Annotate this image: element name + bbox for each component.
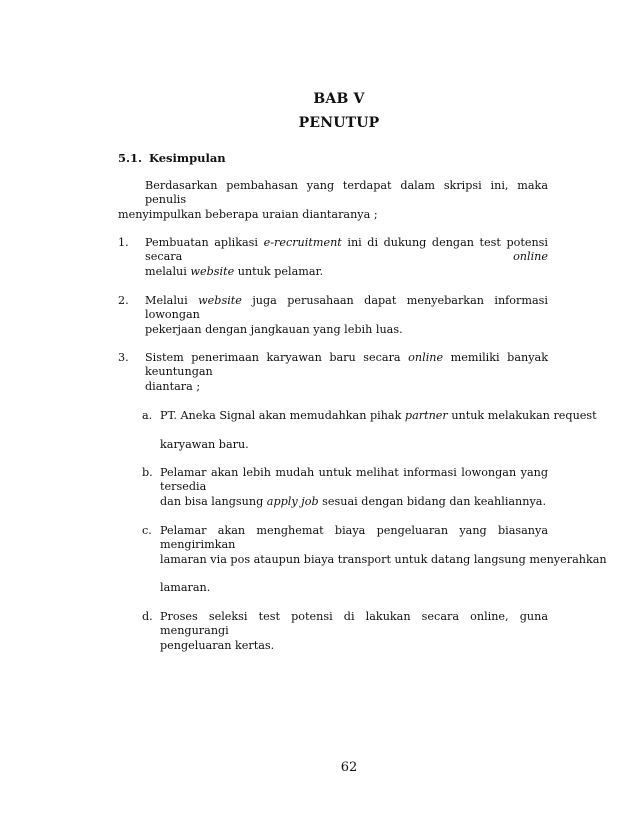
chapter-title: PENUTUP — [298, 115, 380, 131]
list-item-1-line-2: melalui website untuk pelamar. — [145, 265, 324, 278]
list-item-1-line-1: Pembuatan aplikasi e-recruitment ini di dukung dengan test potensi secara online — [145, 236, 548, 263]
list-item-2-line-1: Melalui website juga perusahaan dapat menyebarkan informasi lowongan — [145, 294, 548, 321]
chapter-number: BAB V — [313, 91, 365, 107]
page-number: 62 — [340, 760, 358, 775]
section-heading — [118, 151, 226, 165]
list-item-marker: 1. — [118, 236, 129, 249]
list-item-marker: 3. — [118, 351, 129, 364]
sublist-item-d-line-1: Proses seleksi test potensi di lakukan secara online, guna mengurangi — [160, 610, 548, 637]
list-item-marker: 2. — [118, 294, 129, 307]
sublist-item-b-line-2: dan bisa langsung apply job sesuai dengan bidang dan keahliannya. — [160, 495, 547, 508]
sublist-item-marker: c. — [142, 524, 152, 537]
list-item-3-line-1: Sistem penerimaan karyawan baru secara online memiliki banyak keuntungan — [145, 351, 548, 378]
sublist-item-b-line-1: Pelamar akan lebih mudah untuk melihat informasi lowongan yang tersedia — [160, 466, 548, 493]
sublist-item-marker: a. — [142, 409, 153, 422]
sublist-item-d-line-2: pengeluaran kertas. — [160, 639, 275, 652]
section-title: Kesimpulan — [149, 151, 226, 165]
intro-line-1: Berdasarkan pembahasan yang terdapat dalam skripsi ini, maka penulis — [145, 179, 548, 206]
list-item-3-line-2: diantara ; — [145, 380, 201, 393]
sublist-item-a-line-1: PT. Aneka Signal akan memudahkan pihak partner untuk melakukan request — [160, 409, 597, 422]
sublist-item-marker: b. — [142, 466, 153, 479]
sublist-item-c-line-3: lamaran. — [160, 581, 211, 594]
sublist-item-a-line-2: karyawan baru. — [160, 438, 249, 451]
sublist-item-marker: d. — [142, 610, 153, 623]
sublist-item-c-line-2: lamaran via pos ataupun biaya transport untuk datang langsung menyerahkan — [160, 553, 607, 566]
section-number: 5.1. — [118, 151, 143, 165]
intro-line-2: menyimpulkan beberapa uraian diantaranya ; — [118, 208, 378, 221]
sublist-item-c-line-1: Pelamar akan menghemat biaya pengeluaran yang biasanya mengirimkan — [160, 524, 548, 551]
list-item-2-line-2: pekerjaan dengan jangkauan yang lebih luas. — [145, 323, 403, 336]
